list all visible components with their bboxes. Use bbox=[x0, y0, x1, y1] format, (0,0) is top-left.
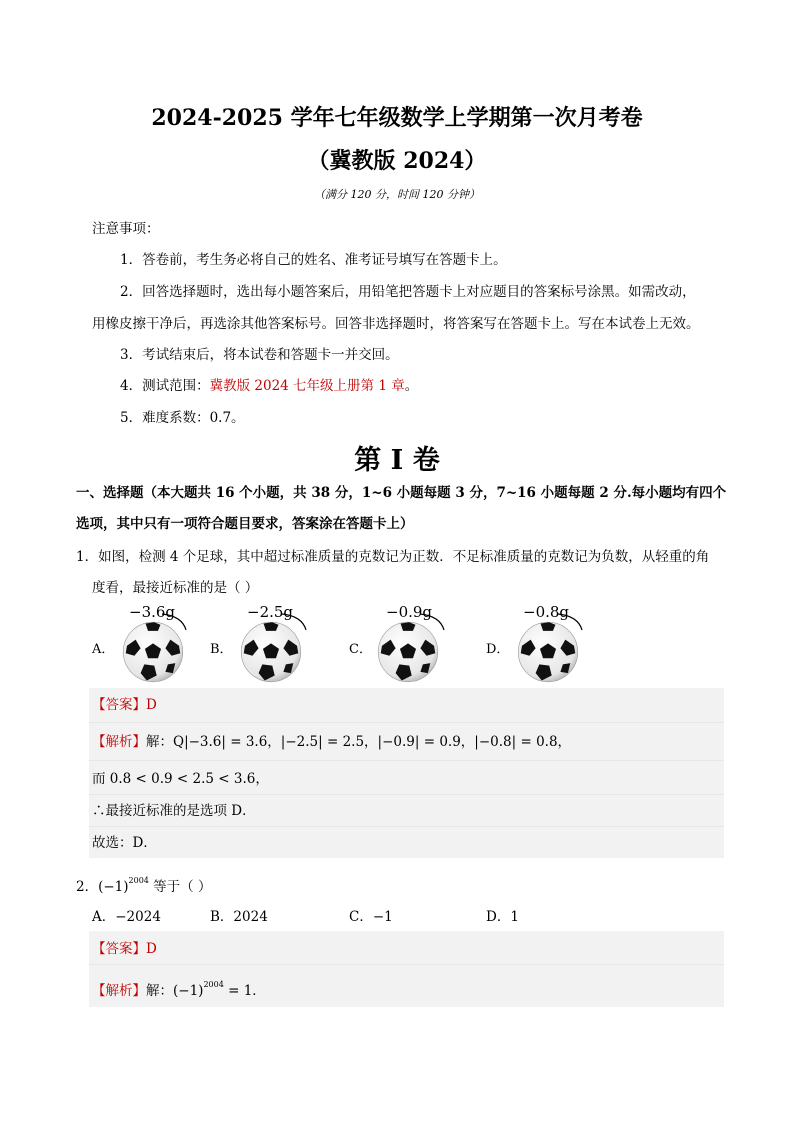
section-1-heading-line-1: 一、选择题（本大题共 16 个小题，共 38 分，1~6 小题每题 3 分，7~16 小题每题 2 分.每小题均有四个 bbox=[76, 485, 727, 501]
option-letter: B． bbox=[210, 642, 233, 657]
exam-title: 2024-2025 学年七年级数学上学期第一次月考卷 bbox=[151, 105, 643, 131]
q2-stem bbox=[76, 872, 211, 896]
option-letter: A． bbox=[92, 642, 115, 657]
weight-label: −2.5g bbox=[247, 603, 294, 621]
soccer-ball-icon bbox=[517, 621, 579, 683]
q2-option-c: C．−1 bbox=[349, 909, 393, 925]
notes-heading: 注意事项： bbox=[92, 221, 160, 237]
power-exponent: 2004 bbox=[203, 980, 224, 989]
note-item-4-prefix: 4．测试范围： bbox=[120, 378, 210, 394]
power-exponent: 2004 bbox=[128, 876, 149, 885]
q2-analysis bbox=[92, 976, 266, 1000]
note-item-2-line-1: 2．回答选择题时，选出每小题答案后，用铅笔把答题卡上对应题目的答案标号涂黑。如需改动， bbox=[120, 284, 696, 300]
note-item-4-scope: 冀教版 2024 七年级上册第 1 章 bbox=[209, 378, 405, 394]
analysis-tag: 【解析】 bbox=[92, 734, 146, 750]
analysis-tag: 【解析】 bbox=[92, 983, 146, 999]
q1-answer bbox=[92, 696, 157, 714]
volume-title: 第 I 卷 bbox=[354, 445, 440, 476]
soccer-ball-icon bbox=[377, 621, 439, 683]
q2-option-b: B．2024 bbox=[210, 909, 268, 925]
option-letter: C． bbox=[349, 642, 372, 657]
answer-tag: 【答案】 bbox=[92, 697, 146, 713]
q1-stem-line-1: 1．如图，检测 4 个足球，其中超过标准质量的克数记为正数．不足标准质量的克数记为负数，从轻重的角 bbox=[76, 549, 710, 565]
analysis-prefix: 解： bbox=[146, 983, 173, 999]
q2-answer bbox=[92, 940, 157, 958]
soccer-ball-icon bbox=[122, 621, 184, 683]
q1-analysis-line-3: ∴最接近标准的是选项 D． bbox=[92, 803, 256, 819]
note-item-4 bbox=[120, 377, 418, 395]
power-base: (−1) bbox=[173, 983, 204, 999]
q1-stem-line-2: 度看，最接近标准的是（ ） bbox=[92, 580, 259, 596]
power-base: (−1) bbox=[98, 879, 129, 895]
score-time-note: （满分 120 分，时间 120 分钟） bbox=[314, 188, 480, 201]
soccer-ball-icon bbox=[240, 621, 302, 683]
note-item-2-line-2: 用橡皮擦干净后，再选涂其他答案标号。回答非选择题时，将答案写在答题卡上。写在本试卷上无效。 bbox=[92, 316, 700, 332]
q1-analysis-line-2: 而 0.8 < 0.9 < 2.5 < 3.6， bbox=[92, 771, 269, 787]
answer-value: D bbox=[146, 697, 157, 713]
note-item-3: 3．考试结束后，将本试卷和答题卡一并交回。 bbox=[120, 347, 399, 363]
answer-value: D bbox=[146, 941, 157, 957]
q1-analysis-line-4: 故选：D． bbox=[92, 835, 157, 851]
q2-option-d: D．1 bbox=[486, 909, 519, 925]
q2-option-a: A．−2024 bbox=[92, 909, 161, 925]
analysis-tail: = 1． bbox=[223, 983, 266, 999]
note-item-5: 5．难度系数：0.7。 bbox=[120, 410, 245, 426]
question-number: 2． bbox=[76, 879, 99, 895]
q1-analysis-line-1 bbox=[92, 733, 571, 751]
weight-label: −3.6g bbox=[129, 603, 176, 621]
option-letter: D． bbox=[486, 642, 510, 657]
note-item-4-suffix: 。 bbox=[404, 378, 419, 394]
stem-tail: 等于（ ） bbox=[148, 879, 212, 895]
weight-label: −0.8g bbox=[523, 603, 570, 621]
weight-label: −0.9g bbox=[386, 603, 433, 621]
section-1-heading-line-2: 选项，其中只有一项符合题目要求，答案涂在答题卡上） bbox=[76, 516, 414, 532]
analysis-text: 解：Q|−3.6| = 3.6，|−2.5| = 2.5，|−0.9| = 0.9，|−0.8| = 0.8， bbox=[146, 734, 572, 750]
exam-subtitle: （冀教版 2024） bbox=[307, 148, 487, 174]
answer-tag: 【答案】 bbox=[92, 941, 146, 957]
note-item-1: 1．答卷前，考生务必将自己的姓名、准考证号填写在答题卡上。 bbox=[120, 252, 507, 268]
